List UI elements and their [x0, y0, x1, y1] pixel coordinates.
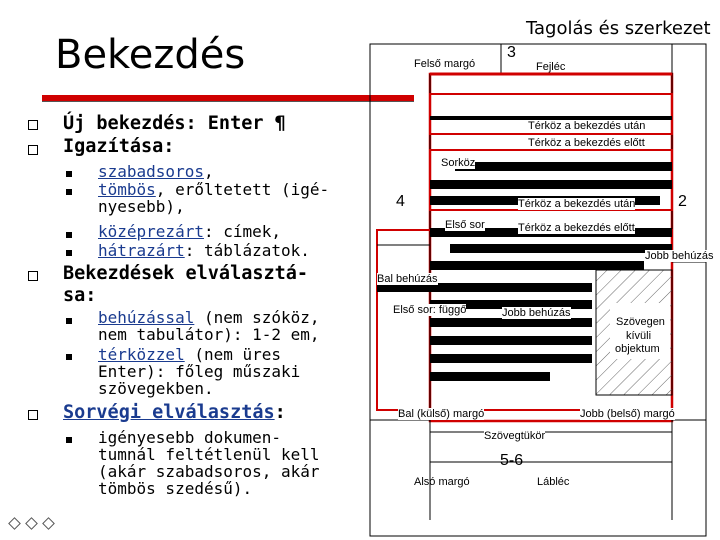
label-space-before-1: Térköz a bekezdés előtt	[528, 137, 645, 149]
text-line	[430, 180, 672, 189]
label-num-5-6: 5-6	[500, 452, 524, 469]
label-line-spacing: Sorköz	[441, 157, 476, 169]
link-free-line[interactable]: szabadsoros	[98, 162, 204, 181]
label-footer: Lábléc	[537, 476, 570, 488]
label-space-after-2: Térköz a bekezdés után	[518, 198, 636, 210]
label-num-3: 3	[507, 44, 516, 61]
text-line	[430, 318, 592, 327]
sub-bullet-spacing: térközzel (nem üres	[98, 345, 282, 364]
sub-bullet-hyph-3: (akár szabadsoros, akár	[98, 462, 320, 481]
sub-bullet-spacing-cont: Enter): főleg műszaki	[98, 362, 301, 381]
label-num-2: 2	[678, 193, 687, 210]
sub-bullet-justified-cont: nyesebb),	[98, 197, 185, 216]
sub-bullet-hyph-4: tömbös szedésű).	[98, 479, 253, 498]
label-right-inner-margin: Jobb (belső) margó	[580, 408, 675, 420]
text-line	[450, 244, 672, 253]
label-text-area: Szövegtükör	[484, 430, 546, 442]
bullet-separation: Bekezdések elválasztá-	[63, 263, 309, 284]
label-space-after-1: Térköz a bekezdés után	[528, 120, 646, 132]
link-hyphenation[interactable]: Sorvégi elválasztás	[63, 402, 275, 423]
bullet-separation-cont: sa:	[63, 285, 97, 306]
sub-bullet-right: hátrazárt: táblázatok.	[98, 241, 310, 260]
label-right-indent-1: Jobb behúzás	[645, 250, 714, 262]
label-external-object-3: objektum	[615, 343, 660, 355]
label-left-indent: Bal behúzás	[377, 273, 438, 285]
sub-bullet-spacing-cont2: szövegekben.	[98, 379, 214, 398]
label-hanging-first-line: Első sor: függő	[393, 304, 467, 316]
sub-bullet-hyph-2: tumnál feltétlenül kell	[98, 445, 320, 464]
label-num-4: 4	[396, 193, 405, 210]
label-first-line: Első sor	[445, 219, 485, 231]
label-external-object-2: kívüli	[626, 330, 652, 342]
text-line	[430, 336, 592, 345]
text-line	[430, 372, 550, 381]
slide-title: Bekezdés	[55, 32, 246, 78]
sub-bullet-indent-cont: nem tabulátor): 1-2 em,	[98, 325, 320, 344]
link-centered[interactable]: középrezárt	[98, 222, 204, 241]
label-bottom-margin: Alsó margó	[414, 476, 470, 488]
link-spacing[interactable]: térközzel	[98, 345, 185, 364]
label-header: Fejléc	[536, 61, 566, 73]
sub-bullet-hyph-1: igényesebb dokumen-	[98, 428, 282, 447]
label-right-indent-2: Jobb behúzás	[502, 307, 571, 319]
label-left-outer-margin: Bal (külső) margó	[398, 408, 485, 420]
sub-bullet-centered: középrezárt: címek,	[98, 222, 282, 241]
text-line	[430, 261, 644, 270]
sub-bullet-free-line: szabadsoros,	[98, 162, 214, 181]
bullet-alignment: Igazítása:	[63, 136, 175, 157]
bullet-new-paragraph: Új bekezdés: Enter ¶	[63, 113, 286, 134]
link-right[interactable]: hátrazárt	[98, 241, 185, 260]
slide-subtitle: Tagolás és szerkezet	[526, 18, 711, 39]
label-external-object-1: Szövegen	[616, 316, 665, 328]
label-top-margin: Felső margó	[414, 58, 476, 70]
text-line	[430, 354, 592, 363]
text-line	[455, 162, 672, 171]
bullet-hyphenation: Sorvégi elválasztás:	[63, 402, 286, 423]
sub-bullet-justified: tömbös, erőltetett (igé-	[98, 180, 330, 199]
label-space-before-2: Térköz a bekezdés előtt	[518, 222, 635, 234]
sub-bullet-indent: behúzással (nem szóköz,	[98, 308, 320, 327]
link-justified[interactable]: tömbös	[98, 180, 156, 199]
link-indent[interactable]: behúzással	[98, 308, 195, 327]
